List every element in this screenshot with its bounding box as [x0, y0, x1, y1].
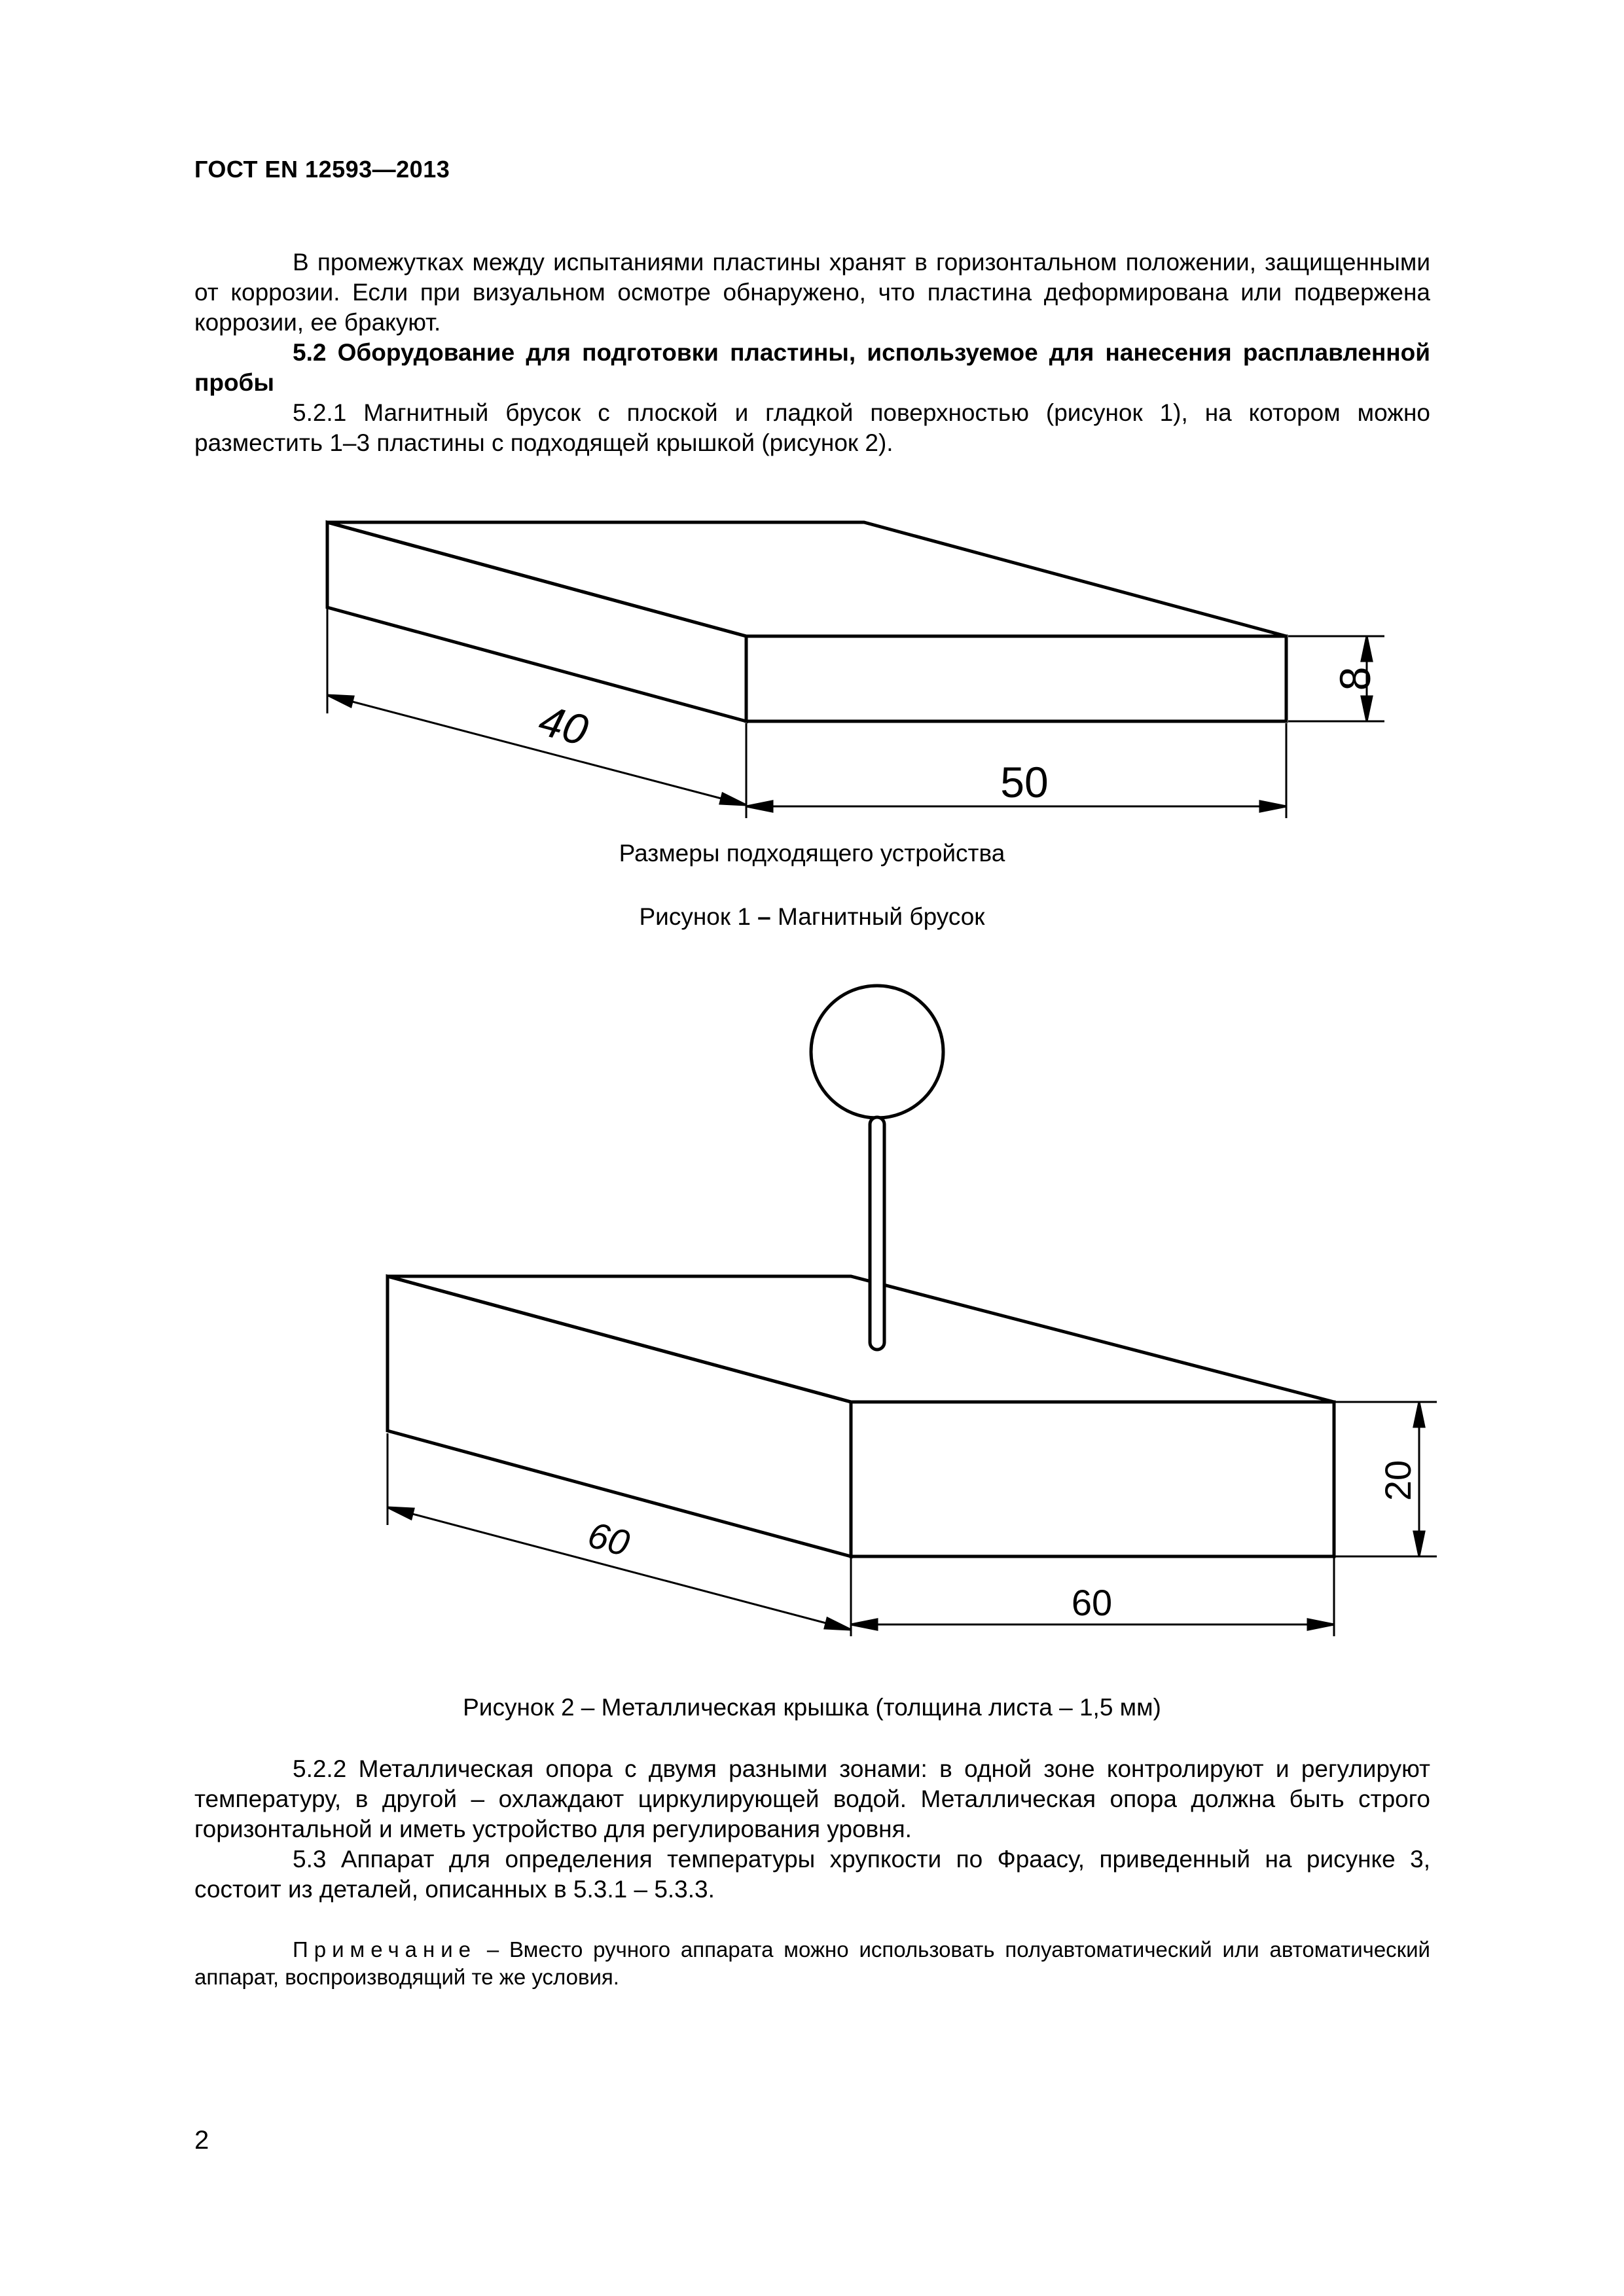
- figure-1-caption-text: Магнитный брусок: [778, 903, 985, 930]
- paragraph-5-3: 5.3 Аппарат для определения температуры хрупкости по Фраасу, приведенный на рисунке 3, состоит из деталей, описанных в 5.3.1 – 5.3.3.: [194, 1846, 1430, 1903]
- dim-label-width: 60: [1071, 1582, 1113, 1623]
- lid-knob-stem: [870, 1117, 884, 1350]
- figure-1-caption-prefix: Рисунок 1: [639, 903, 751, 930]
- lid-left-face: [388, 1276, 851, 1556]
- lid-top-face: [388, 1276, 1334, 1402]
- dim-label-depth: 60: [583, 1513, 634, 1564]
- arrowhead: [388, 1507, 414, 1519]
- figure-1-caption-dash: –: [750, 903, 778, 930]
- text-block-bottom: [194, 1754, 1430, 1905]
- arrowhead: [1414, 1402, 1424, 1427]
- figure-2-caption: Рисунок 2 – Металлическая крышка (толщина листа – 1,5 мм): [463, 1694, 1161, 1721]
- page-number: 2: [194, 2126, 209, 2155]
- dim-label-height: 8: [1331, 666, 1379, 691]
- lid-knob-ball: [811, 986, 943, 1118]
- note-text: – Вместо ручного аппарата можно использовать полуавтоматический или автоматический аппарат, воспроизводящий те же условия.: [194, 1937, 1430, 1989]
- section-heading-5-2: 5.2 Оборудование для подготовки пластины, используемое для нанесения расплавленной пробы: [194, 339, 1430, 396]
- dim-label-depth: 40: [533, 695, 593, 755]
- dim-label-height: 20: [1377, 1460, 1418, 1501]
- document-header: ГОСТ EN 12593—2013: [194, 156, 450, 183]
- arrowhead: [825, 1618, 851, 1630]
- arrowhead: [1308, 1619, 1334, 1630]
- paragraph-5-2-1: 5.2.1 Магнитный брусок с плоской и гладкой поверхностью (рисунок 1), на котором можно разместить 1–3 пластины с подходящей крышкой (рисунок 2).: [194, 399, 1430, 456]
- dim-label-width: 50: [1000, 758, 1049, 806]
- note-label: Примечание: [293, 1937, 477, 1962]
- arrowhead: [851, 1619, 877, 1630]
- figure-1-subcaption: Размеры подходящего устройства: [619, 840, 1005, 867]
- lid-front-face: [851, 1402, 1334, 1556]
- note-block: [194, 1936, 1430, 1991]
- paragraph-storage: В промежутках между испытаниями пластины хранят в горизонтальном положении, защищенными от коррозии. Если при визуальном осмотре обнаружено, что пластина деформирована или подвержена коррозии, ее бракуют.: [194, 249, 1430, 336]
- arrowhead: [1414, 1532, 1424, 1556]
- paragraph-5-2-2: 5.2.2 Металлическая опора с двумя разными зонами: в одной зоне контролируют и регулируют температуру, в другой – охлаждают циркулирующей водой. Металлическая опора должна быть строго горизонтальной и иметь устройство для регулирования уровня.: [194, 1755, 1430, 1842]
